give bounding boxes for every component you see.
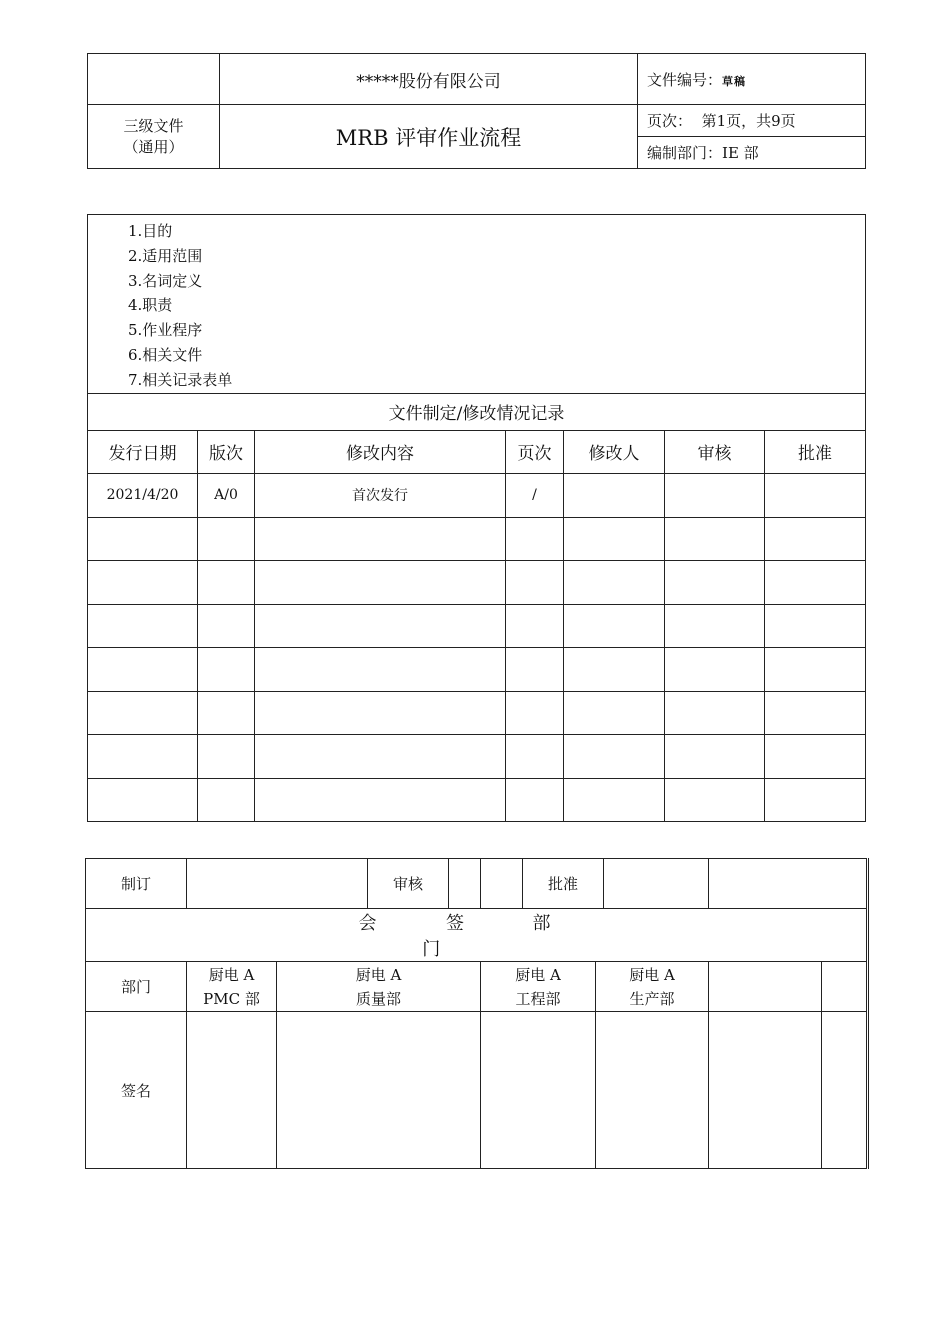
toc-item: 6.相关文件 xyxy=(128,345,203,364)
countersign-char: 会 xyxy=(358,913,377,934)
dept-engineering xyxy=(481,962,596,1012)
signature-field xyxy=(709,1012,822,1169)
modifier-cell xyxy=(564,473,665,517)
reviewer-cell xyxy=(665,604,765,648)
signature-field xyxy=(187,1012,277,1169)
table-row xyxy=(88,473,866,517)
table-row xyxy=(88,778,866,822)
modifier-cell xyxy=(564,604,665,648)
page-label: 页次： xyxy=(647,112,693,130)
dept-row-label: 部门 xyxy=(86,962,187,1012)
table-row xyxy=(88,517,866,561)
version-cell xyxy=(198,561,255,605)
doc-number-value: 草稿 xyxy=(722,74,747,88)
version-cell xyxy=(198,691,255,735)
pages-cell xyxy=(506,735,564,779)
approver-cell xyxy=(765,604,866,648)
approver-cell xyxy=(765,561,866,605)
dept-info-cell xyxy=(638,137,866,169)
table-row xyxy=(88,604,866,648)
doc-level: 三级文件 xyxy=(123,116,184,135)
issue-date-cell xyxy=(88,778,198,822)
version-cell: A/0 xyxy=(198,473,255,517)
reviewer-cell xyxy=(665,473,765,517)
dept-line: 厨电 A xyxy=(355,965,402,984)
review-label xyxy=(368,859,481,909)
change-content-cell xyxy=(255,778,506,822)
change-content-cell xyxy=(255,648,506,692)
column-header: 审核 xyxy=(665,430,765,473)
signature-field xyxy=(596,1012,709,1169)
countersign-char: 签 xyxy=(445,913,464,934)
dept-quality xyxy=(277,962,481,1012)
signature-field xyxy=(822,1012,868,1169)
toc-item: 7.相关记录表单 xyxy=(128,370,233,389)
countersign-char: 门 xyxy=(422,939,441,960)
column-header: 修改内容 xyxy=(255,430,506,473)
doc-number-label: 文件编号： xyxy=(647,70,723,89)
approver-cell xyxy=(765,691,866,735)
dept-line: 厨电 A xyxy=(629,965,675,984)
document-title: MRB 评审作业流程 xyxy=(220,105,638,169)
version-cell xyxy=(198,517,255,561)
document-header-table xyxy=(87,53,866,169)
toc-item: 5.作业程序 xyxy=(128,321,203,340)
company-name: *****股份有限公司 xyxy=(220,54,638,105)
issue-date-cell xyxy=(88,691,198,735)
countersign-title xyxy=(86,909,868,962)
pages-cell xyxy=(506,691,564,735)
version-cell xyxy=(198,648,255,692)
reviewer-cell xyxy=(665,648,765,692)
approved-by-field xyxy=(709,859,868,909)
modifier-cell xyxy=(564,691,665,735)
table-row xyxy=(88,648,866,692)
signature-field xyxy=(481,1012,596,1169)
table-of-contents xyxy=(88,215,866,394)
issue-date-cell xyxy=(88,604,198,648)
reviewer-cell xyxy=(665,561,765,605)
column-header: 页次 xyxy=(506,430,564,473)
doc-level-cell xyxy=(88,105,220,169)
dept-line: 质量部 xyxy=(355,989,401,1008)
issue-date-cell xyxy=(88,561,198,605)
change-content-cell xyxy=(255,691,506,735)
modifier-cell xyxy=(564,517,665,561)
dept-blank xyxy=(709,962,822,1012)
dept-line: 厨电 A xyxy=(208,965,255,984)
column-header: 修改人 xyxy=(564,430,665,473)
approve-label: 批准 xyxy=(522,859,604,908)
doc-number-cell xyxy=(638,54,866,105)
page-info-cell xyxy=(638,105,866,137)
toc-item: 3.名词定义 xyxy=(128,271,203,290)
pages-cell xyxy=(506,604,564,648)
approver-cell xyxy=(765,473,866,517)
approver-cell xyxy=(765,735,866,779)
signature-row-label: 签名 xyxy=(86,1012,187,1169)
record-caption: 文件制定/修改情况记录 xyxy=(88,393,866,430)
dept-value: IE 部 xyxy=(722,144,759,162)
dept-label: 编制部门： xyxy=(647,144,723,162)
dept-production xyxy=(596,962,709,1012)
table-row xyxy=(88,691,866,735)
issue-date-cell xyxy=(88,648,198,692)
prepared-label: 制订 xyxy=(86,859,187,909)
toc-item: 4.职责 xyxy=(128,296,173,315)
reviewer-cell xyxy=(665,517,765,561)
version-cell xyxy=(198,735,255,779)
pages-cell xyxy=(506,517,564,561)
column-header: 批准 xyxy=(765,430,866,473)
reviewer-cell xyxy=(665,778,765,822)
issue-date-cell xyxy=(88,735,198,779)
reviewer-cell xyxy=(665,735,765,779)
pages-cell xyxy=(506,561,564,605)
change-content-cell xyxy=(255,604,506,648)
reviewer-cell xyxy=(665,691,765,735)
dept-line: PMC 部 xyxy=(203,989,260,1008)
dept-pmc xyxy=(187,962,277,1012)
revision-record-table xyxy=(87,214,866,822)
dept-line: 工程部 xyxy=(515,989,561,1008)
change-content-cell: 首次发行 xyxy=(255,473,506,517)
column-header: 版次 xyxy=(198,430,255,473)
pages-cell: / xyxy=(506,473,564,517)
approver-cell xyxy=(765,517,866,561)
approver-cell xyxy=(765,778,866,822)
pages-cell xyxy=(506,778,564,822)
version-cell xyxy=(198,778,255,822)
dept-blank xyxy=(822,962,868,1012)
version-cell xyxy=(198,604,255,648)
approver-cell xyxy=(765,648,866,692)
record-header-row xyxy=(88,430,866,473)
change-content-cell xyxy=(255,517,506,561)
modifier-cell xyxy=(564,648,665,692)
page-value: 第1页，共9页 xyxy=(701,112,796,130)
modifier-cell xyxy=(564,561,665,605)
review-label-text: 审核 xyxy=(368,859,449,908)
doc-scope: （通用） xyxy=(123,137,184,156)
countersign-char: 部 xyxy=(532,913,551,934)
prepared-by-field xyxy=(187,859,368,909)
column-header: 发行日期 xyxy=(88,430,198,473)
issue-date-cell: 2021/4/20 xyxy=(88,473,198,517)
table-row xyxy=(88,735,866,779)
dept-line: 生产部 xyxy=(629,989,675,1008)
toc-item: 2.适用范围 xyxy=(128,246,203,265)
table-row xyxy=(88,561,866,605)
modifier-cell xyxy=(564,735,665,779)
change-content-cell xyxy=(255,561,506,605)
modifier-cell xyxy=(564,778,665,822)
header-logo-cell xyxy=(88,54,220,105)
change-content-cell xyxy=(255,735,506,779)
reviewed-by-field xyxy=(481,859,709,909)
dept-line: 厨电 A xyxy=(515,965,561,984)
pages-cell xyxy=(506,648,564,692)
toc-item: 1.目的 xyxy=(128,222,173,240)
issue-date-cell xyxy=(88,517,198,561)
signoff-table xyxy=(85,858,869,1169)
signature-field xyxy=(277,1012,481,1169)
